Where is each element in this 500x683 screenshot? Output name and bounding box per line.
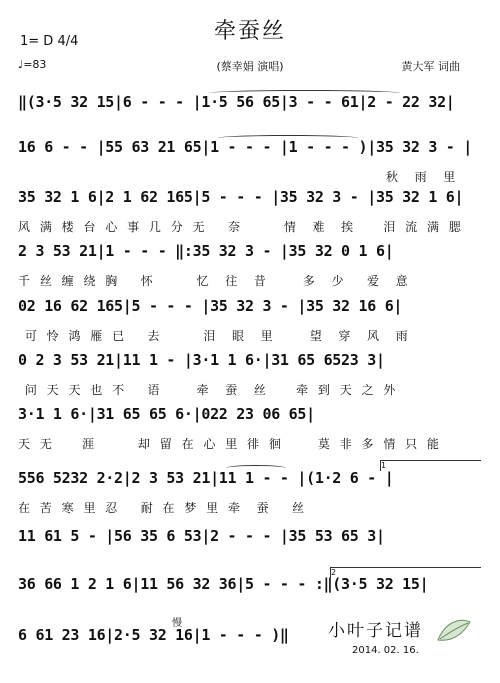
lyrics-line: 可 怜 鸿 雁 已 去 泪 眼 里 望 穿 风 雨	[18, 329, 411, 343]
slur-mark	[218, 135, 358, 141]
lyrics-line: 在 苦 寒 里 忍 耐 在 梦 里 牵 蚕 丝	[18, 501, 308, 515]
notation-line: 556 5232 2·2|2 3 53 21|11 1 - - |(1·2 6 - |	[18, 469, 394, 487]
volta-2-bracket: 2	[330, 567, 481, 578]
notation-line: 16 6 - - |55 63 21 65|1 - - - |1 - - - )|35 32 3 - |	[18, 138, 473, 156]
transcriber-signature: 小叶子记谱	[328, 621, 423, 641]
notation-line: 02 16 62 165|5 - - - |35 32 3 - |35 32 16 6|	[18, 297, 403, 315]
lyrics-line: 秋 雨 里	[18, 170, 459, 184]
lyrics-line: 风 满 楼 台 心 事 几 分 无 奈 情 难 挨 泪 流 满 腮	[18, 220, 464, 234]
notation-line: 35 32 1 6|2 1 62 165|5 - - - |35 32 3 - |35 32 1 6|	[18, 188, 464, 206]
key-label: 1= D	[20, 34, 54, 49]
tempo-mark: ♩=83	[18, 58, 47, 71]
notation-line: 0 2 3 53 21|11 1 - |3·1 1 6·|31 65 6523 3|	[18, 351, 385, 369]
song-title: 牵蚕丝	[213, 19, 286, 44]
leaf-icon	[436, 616, 472, 644]
volta-1-bracket: 1	[380, 460, 481, 471]
lyrics-line: 天 无 涯 却 留 在 心 里 徘 徊 莫 非 多 情 只 能	[18, 437, 442, 451]
notation-line: 2 3 53 21|1 - - - ‖:35 32 3 - |35 32 0 1 6|	[18, 242, 394, 260]
time-signature: 4/4	[57, 34, 79, 49]
author-credit: 黄大军 词曲	[401, 60, 460, 73]
transcription-date: 2014. 02. 16.	[352, 645, 419, 656]
notation-line: 6 61 23 16|2·5 32 16|1 - - - )‖	[18, 626, 289, 644]
slur-mark	[226, 465, 286, 471]
slow-mark: 慢	[172, 618, 182, 629]
lyrics-line: 千 丝 缠 绕 胸 怀 忆 往 昔 多 少 爱 意	[18, 274, 411, 288]
notation-line: 36 66 1 2 1 6|11 56 32 36|5 - - - :‖(3·5 32 15|	[18, 575, 429, 593]
slur-mark	[210, 90, 400, 96]
notation-line: ‖(3·5 32 15|6 - - - |1·5 56 65|3 - - 61|2 - 22 32|	[18, 93, 455, 111]
notation-line: 11 61 5 - |56 35 6 53|2 - - - |35 53 65 3|	[18, 527, 385, 545]
notation-line: 3·1 1 6·|31 65 65 6·|022 23 06 65|	[18, 405, 315, 423]
performer-credit: (蔡幸娟 演唱)	[216, 60, 284, 73]
lyrics-line: 问 天 天 也 不 语 牵 蚕 丝 牵 到 天 之 外	[18, 383, 399, 397]
